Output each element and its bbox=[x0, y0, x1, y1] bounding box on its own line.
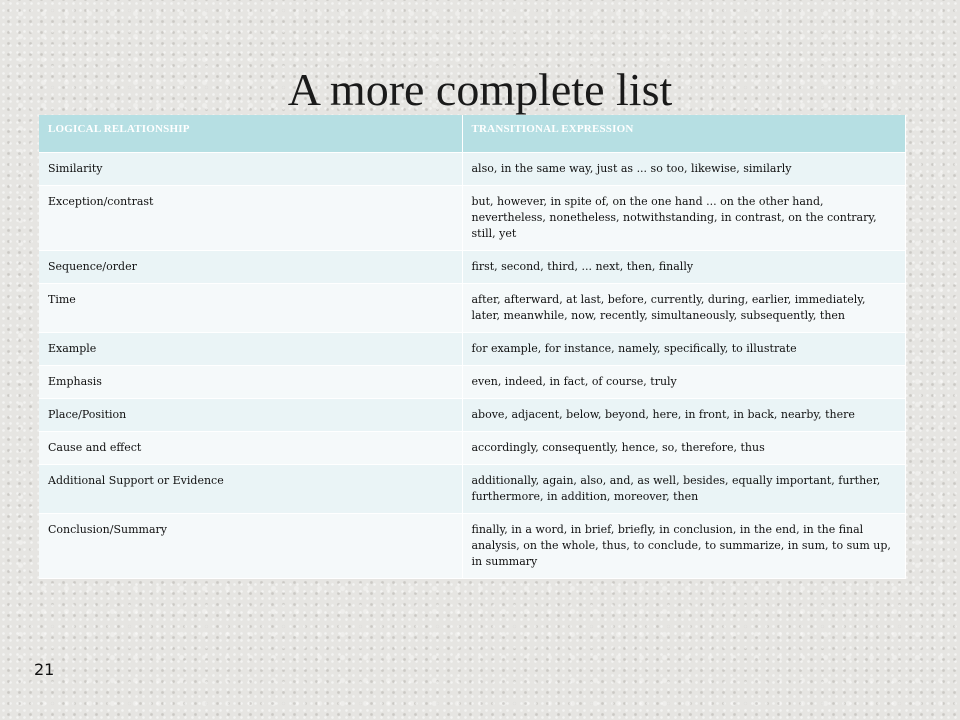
relationship-cell: Additional Support or Evidence bbox=[39, 465, 462, 514]
relationship-cell: Emphasis bbox=[39, 366, 462, 399]
column-header-expression: TRANSITIONAL EXPRESSION bbox=[462, 115, 905, 153]
expression-cell: also, in the same way, just as ... so too, likewise, similarly bbox=[462, 153, 905, 186]
page-number: 21 bbox=[34, 660, 55, 679]
table-row bbox=[39, 333, 905, 366]
table-header bbox=[39, 115, 905, 153]
expression-cell: accordingly, consequently, hence, so, therefore, thus bbox=[462, 432, 905, 465]
expression-cell: additionally, again, also, and, as well, besides, equally important, further, furthermore, in addition, moreover, then bbox=[462, 465, 905, 514]
transitions-table-container bbox=[39, 115, 905, 579]
relationship-cell: Conclusion/Summary bbox=[39, 514, 462, 579]
table-row bbox=[39, 399, 905, 432]
table-row bbox=[39, 186, 905, 251]
table-header-row bbox=[39, 115, 905, 153]
expression-cell: even, indeed, in fact, of course, truly bbox=[462, 366, 905, 399]
relationship-cell: Cause and effect bbox=[39, 432, 462, 465]
table-row bbox=[39, 251, 905, 284]
relationship-cell: Example bbox=[39, 333, 462, 366]
relationship-cell: Exception/contrast bbox=[39, 186, 462, 251]
table-row bbox=[39, 366, 905, 399]
table-row bbox=[39, 153, 905, 186]
column-header-relationship: LOGICAL RELATIONSHIP bbox=[39, 115, 462, 153]
expression-cell: but, however, in spite of, on the one hand ... on the other hand, nevertheless, nonetheless, notwithstanding, in contrast, on the contrary, still, yet bbox=[462, 186, 905, 251]
slide-title: A more complete list bbox=[287, 64, 673, 115]
relationship-cell: Sequence/order bbox=[39, 251, 462, 284]
expression-cell: first, second, third, ... next, then, finally bbox=[462, 251, 905, 284]
expression-cell: after, afterward, at last, before, currently, during, earlier, immediately, later, meanwhile, now, recently, simultaneously, subsequently, then bbox=[462, 284, 905, 333]
relationship-cell: Time bbox=[39, 284, 462, 333]
transitions-table bbox=[39, 115, 906, 579]
expression-cell: finally, in a word, in brief, briefly, in conclusion, in the end, in the final analysis, on the whole, thus, to conclude, to summarize, in sum, to sum up, in summary bbox=[462, 514, 905, 579]
table-row bbox=[39, 432, 905, 465]
table-row bbox=[39, 514, 905, 579]
table-row bbox=[39, 465, 905, 514]
expression-cell: above, adjacent, below, beyond, here, in front, in back, nearby, there bbox=[462, 399, 905, 432]
expression-cell: for example, for instance, namely, specifically, to illustrate bbox=[462, 333, 905, 366]
table-row bbox=[39, 284, 905, 333]
relationship-cell: Similarity bbox=[39, 153, 462, 186]
table-body bbox=[39, 153, 905, 579]
relationship-cell: Place/Position bbox=[39, 399, 462, 432]
